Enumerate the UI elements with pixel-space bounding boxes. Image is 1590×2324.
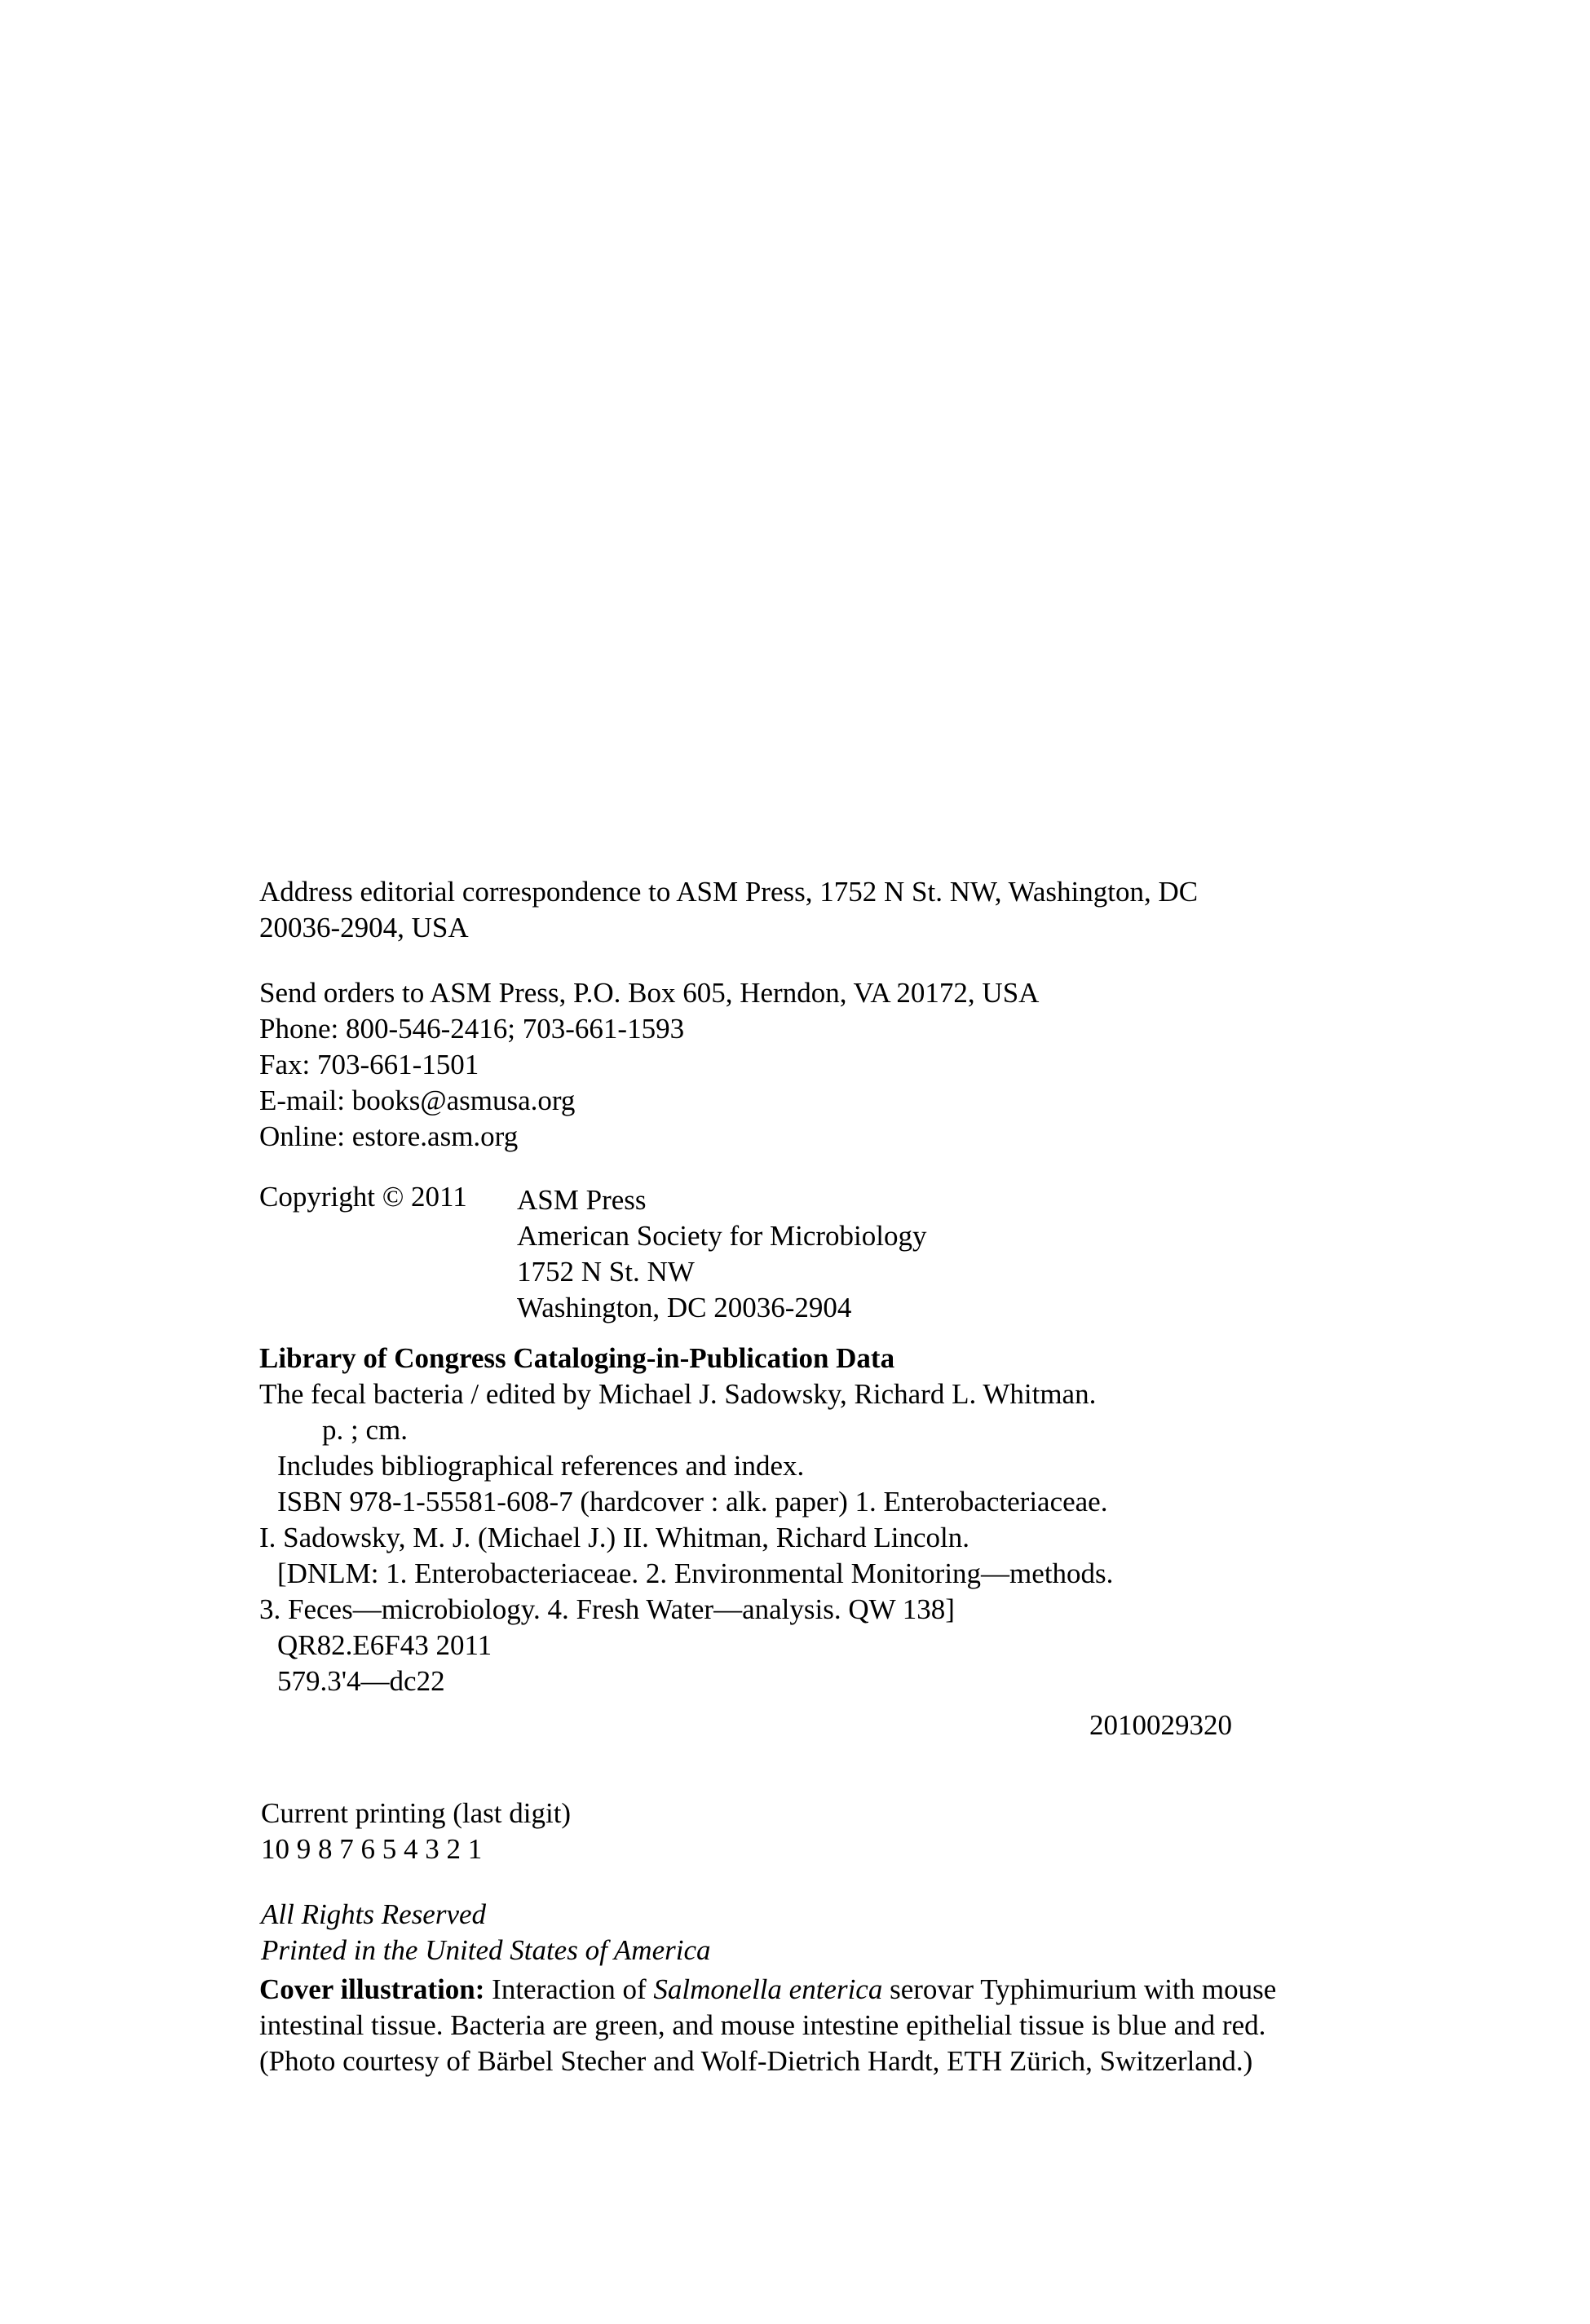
publisher-society: American Society for Microbiology	[517, 1220, 927, 1252]
phone-line: Phone: 800-546-2416; 703-661-1593	[259, 1013, 685, 1045]
cip-line-authors: I. Sadowsky, M. J. (Michael J.) II. Whitman, Richard Lincoln.	[259, 1522, 969, 1553]
printing-label: Current printing (last digit)	[261, 1797, 572, 1829]
cover-line-1	[259, 1972, 1344, 2008]
publisher-city: Washington, DC 20036-2904	[517, 1292, 852, 1323]
cip-line-pages: p. ; cm.	[322, 1414, 408, 1446]
cover-line-2: intestinal tissue. Bacteria are green, and mouse intestine epithelial tissue is blue and red.	[259, 2009, 1266, 2041]
cover-species: Salmonella enterica	[653, 1973, 883, 2005]
cover-line-3: (Photo courtesy of Bärbel Stecher and Wolf-Dietrich Hardt, ETH Zürich, Switzerland.)	[259, 2045, 1253, 2077]
lccn-number: 2010029320	[1089, 1709, 1232, 1741]
printing-digits: 10 9 8 7 6 5 4 3 2 1	[261, 1833, 483, 1865]
online-line: Online: estore.asm.org	[259, 1120, 519, 1152]
cover-text-1: Interaction of	[484, 1973, 654, 2005]
cip-line-includes: Includes bibliographical references and index.	[277, 1450, 805, 1482]
cover-text-2: serovar Typhimurium with mouse	[882, 1973, 1277, 2005]
email-line: E-mail: books@asmusa.org	[259, 1085, 576, 1116]
copyright-label: Copyright © 2011	[259, 1181, 467, 1213]
publisher-street: 1752 N St. NW	[517, 1256, 695, 1288]
cover-label: Cover illustration:	[259, 1973, 485, 2005]
copyright-block	[259, 1182, 1319, 1362]
cip-line-isbn: ISBN 978-1-55581-608-7 (hardcover : alk. paper) 1. Enterobacteriaceae.	[277, 1486, 1108, 1518]
cip-line-subjects: 3. Feces—microbiology. 4. Fresh Water—analysis. QW 138]	[259, 1593, 955, 1625]
address-line-2: 20036-2904, USA	[259, 912, 469, 943]
cover-illustration-paragraph	[259, 1972, 1344, 2079]
cip-line-dewey: 579.3'4—dc22	[277, 1665, 445, 1697]
printed-in: Printed in the United States of America	[261, 1934, 711, 1966]
rights-reserved: All Rights Reserved	[261, 1898, 487, 1930]
cip-line-dnlm: [DNLM: 1. Enterobacteriaceae. 2. Environmental Monitoring—methods.	[277, 1557, 1114, 1589]
cip-line-callnumber: QR82.E6F43 2011	[277, 1629, 492, 1661]
orders-line: Send orders to ASM Press, P.O. Box 605, Herndon, VA 20172, USA	[259, 977, 1040, 1009]
publisher-name: ASM Press	[517, 1184, 647, 1216]
address-line-1: Address editorial correspondence to ASM Press, 1752 N St. NW, Washington, DC	[259, 876, 1199, 908]
cip-heading: Library of Congress Cataloging-in-Publication Data	[259, 1342, 895, 1374]
publisher-address	[517, 1182, 927, 1326]
fax-line: Fax: 703-661-1501	[259, 1049, 479, 1080]
cip-line-title: The fecal bacteria / edited by Michael J. Sadowsky, Richard L. Whitman.	[259, 1378, 1097, 1410]
